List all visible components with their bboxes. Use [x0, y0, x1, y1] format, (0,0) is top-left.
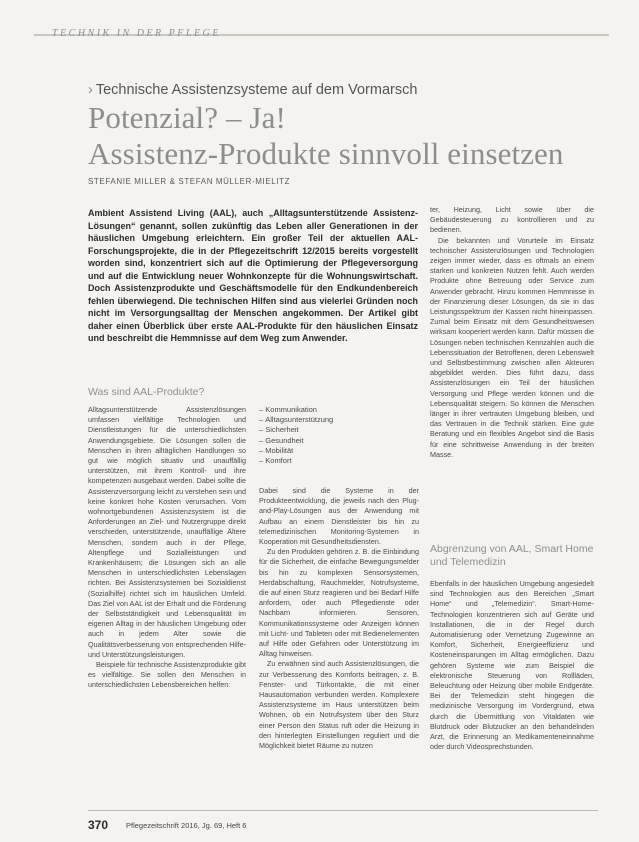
list-item: – Sicherheit	[259, 425, 419, 435]
bullet-list	[259, 405, 419, 466]
paragraph: ter, Heizung, Licht sowie über die Gebäudesteuerung zu kontrollieren und zu bedienen.	[430, 205, 594, 235]
paragraph: Die bekannten und Vorurteile im Einsatz technischer Assistenzlösungen und Technologien zeigen immer wieder, dass es oftmals an einem starken und konkreten Nutzen fehlt. Auch werden Produkte ohne Betreuung oder Service zum Anwender gebracht. Hinzu kommen Hemmnisse in der Finanzierung dieser Lösungen, da sie in das Leistungsspektrum der Kassen nicht hineinpassen. Zumal beim Einsatz mit dem Gesundheitswesen wirksam kooperiert werden kann. Dafür müssen die Lösungen neben technischen Kennzahlen auch die Lebenssituation der Betroffenen, deren Lebenswelt und Selbstbestimmung zwischen allen Akteuren abgebildet werden. Dies führt dazu, dass Assistenzlösungen ein Teil der häuslichen Versorgung und Pflege werden können und die Lebensqualität steigern. So können die Menschen länger in ihrer vertrauten Umgebung bleiben, und das Vertrauen in die Technik stärken. Eine gute Beratung und ein flexibles Angebot sind die Basis für eine schrittweise Anwendung in der breiten Masse.	[430, 235, 594, 459]
article-title-line2: Assistenz-Produkte sinnvoll einsetzen	[88, 136, 564, 171]
section-heading-aal-products: Was sind AAL-Produkte?	[88, 386, 205, 398]
article-kicker	[88, 82, 417, 98]
list-item: – Kommunikation	[259, 405, 419, 415]
paragraph: Zu erwähnen sind auch Assistenzlösungen, die zur Verbesserung des Komforts beitragen, z. B. Fenster- und Türkontakte, die mit einer Hausautomation verbunden werden. Komplexere Assistenzsysteme im Haus unterstützen beim Wohnen, ob ein Notrufsystem über den Sturz einer Person den Status ruft oder die Heizung in den hinterlegten Einstellungen reguliert und die Möglichkeit bietet Räume zu nutzen	[259, 659, 419, 751]
section-label: TECHNIK IN DER PFLEGE	[52, 28, 221, 39]
paragraph: Dabei sind die Systeme in der Produkteentwicklung, die jeweils nach den Plug-and-Play-Lösungen aus der Anwendung mit Aufbau an einem Dienstleister bis hin zu telemedizinischen Monitoring-Systemen in Kooperation mit Gesundheitsdiensten.	[259, 486, 419, 547]
paragraph: Ebenfalls in der häuslichen Umgebung angesiedelt sind Technologien aus den Bereichen „Smart Home“ und „Telemedizin“. Smart-Home-Technologien konzentrieren sich auf Geräte und Installationen, die in der Regel durch Automatisierung oder Vernetzung Zugewinne an Komfort, Sicherheit, Energieeffizienz und Kosteneinsparungen im Alltag ermöglichen. Dazu gehören Systeme wie zum Beispiel die elektronische Steuerung von Rollläden, Beleuchtung oder Heizung über mobile Endgeräte. Bei der Telemedizin steht hingegen die medizinische Versorgung im Vordergrund, etwa durch die Übermittlung von Vitaldaten wie Blutdruck oder Blutzucker an den behandelnden Arzt, die Erinnerung an Medikamenteneinnahme oder durch Videosprechstunden.	[430, 579, 594, 752]
list-item: – Mobilität	[259, 446, 419, 456]
body-column-1	[88, 405, 246, 793]
body-column-2	[259, 486, 419, 793]
footer-divider	[88, 810, 598, 811]
list-item: – Komfort	[259, 456, 419, 466]
kicker-text: Technische Assistenzsysteme auf dem Vormarsch	[95, 82, 418, 98]
kicker-arrow-icon: ›	[88, 82, 93, 98]
paragraph: Alltagsunterstützende Assistenzlösungen umfassen vielfältige Technologien und Dienstleistungen für die unterschiedlichsten Anwendungsgebiete. Die Lösungen sollen die Menschen in ihren alltäglichen Handlungen so gut wie möglich situativ und unauffällig unterstützen, mit ihrem Kontroll- und ihre kompetenzen ausgebaut werden. Dabei sollte die Assistenzversorgung leicht zu verstehen sein und keine konkret hohe Kosten verursachen. Vom wohnortgebundenen Assistenzsystem ist die Anforderungen an Ziel- und Nutzergruppe direkt verschieden, unterstützende, unauffällige Ältere Menschen, sondern auch in der Pflege, Altenpflege und Sozialleistungen und Krankenhäusern; die Lösungen sich an alle Menschen in unterschiedlichsten Lebenslagen richten. Bei Assistenzsystemen bei Sozialdienst (Sozialhilfe) richtet sich im häuslichen Umfeld. Das Ziel von AAL ist der Erhalt und die Förderung der Selbstständigkeit und Lebensqualität im eigenen Alltag in der häuslichen Umgebung oder auch in jedem Alter sowie die Qualitätsverbesserung von entsprechenden Hilfe- und Unterstützungsleistungen.	[88, 405, 246, 659]
section-heading-delimitation: Abgrenzung von AAL, Smart Home und Telemedizin	[430, 543, 594, 568]
article-abstract: Ambient Assistend Living (AAL), auch „Alltagsunterstützende Assistenz-Lösungen“ genannt, sollen zukünftig das Leben aller Generationen in der häuslichen Umgebung erleichtern. Ein großer Teil der aktuellen AAL-Forschungsprojekte, die in der Pflegezeitschrift 12/2015 bereits vorgestellt worden sind, konzentriert sich auf die Optimierung der Pflegeversorgung und auf die Entwicklung neuer Wohnkonzepte für die Wohnungswirtschaft. Doch Assistenzprodukte und Geschäftsmodelle für den Endkundenbereich fehlen überwiegend. Die technischen Hilfen sind aus vielerlei Gründen noch nicht im Versorgungsalltag der Menschen angekommen. Der Artikel gibt daher einen Überblick über erste AAL-Produkte für den häuslichen Einsatz und beschreibt die Hemmnisse auf dem Weg zum Anwender.	[88, 208, 418, 343]
page-number: 370	[88, 818, 109, 832]
article-title-line1: Potenzial? – Ja!	[88, 100, 286, 135]
paragraph: Beispiele für technische Assistenzprodukte gibt es vielfältige. Sie sollen den Menschen in unterschiedlichsten Lebensbereichen helfen:	[88, 660, 246, 690]
body-column-3-top	[430, 205, 594, 540]
paragraph: Zu den Produkten gehören z. B. die Einbindung für die Sicherheit, die einfache Bewegungsmelder bis hin zu komplexen Sensorsystemen, Herdabschaltung, Rauchmelder, Notrufsysteme, die auf einen Sturz reagieren und bei Bedarf Hilfe anfordern, oder auch Pflegedienste oder Nachbarn informieren. Sensoren, Kommunikationssysteme oder Anzeigen können mit Licht- und Tableten oder mit Bedienelementen auf Hilfe oder Gefahren oder Unterstützung im Alltag hinweisen.	[259, 547, 419, 659]
list-item: – Alltagsunterstützung	[259, 415, 419, 425]
journal-citation: Pflegezeitschrift 2016, Jg. 69, Heft 6	[126, 821, 247, 830]
list-item: – Gesundheit	[259, 436, 419, 446]
article-authors: STEFANIE MILLER & STEFAN MÜLLER-MIELITZ	[88, 177, 291, 186]
body-column-3-bottom	[430, 579, 594, 793]
